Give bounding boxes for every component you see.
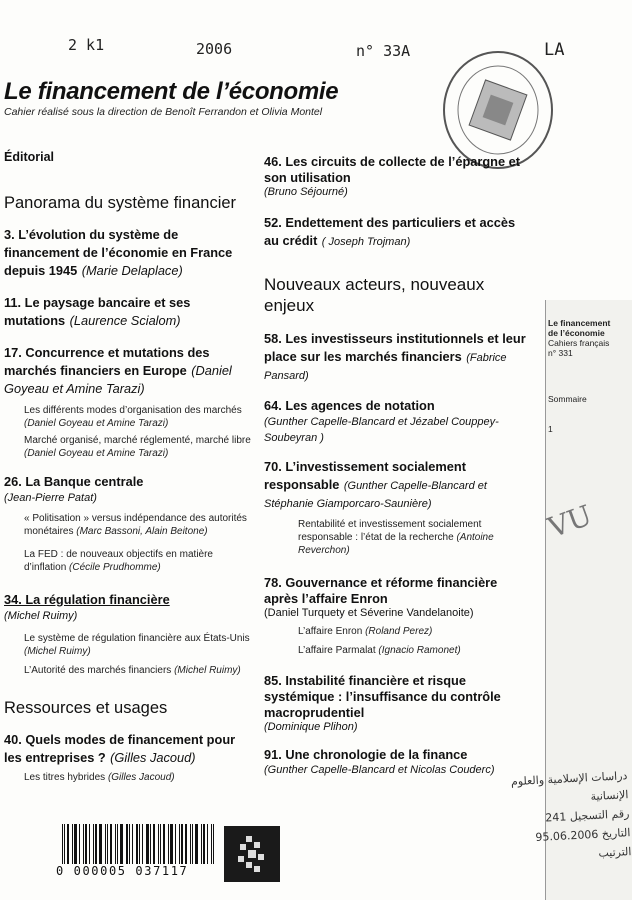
article-34-sub-1: Le système de régulation financière aux États-Unis (Michel Ruimy) [24, 632, 250, 657]
article-52: 52. Endettement des particuliers et accès au crédit ( Joseph Trojman) [264, 215, 516, 248]
article-58: 58. Les investisseurs institutionnels et leur place sur les marchés financiers (Fabrice Pansard) [264, 331, 526, 382]
handwritten-year: 2006 [196, 40, 233, 58]
article-26-sub-2: La FED : de nouveaux objectifs en matière d’inflation (Cécile Prudhomme) [24, 548, 213, 573]
page-subtitle: Cahier réalisé sous la direction de Benoît Ferrandon et Olivia Montel [4, 106, 323, 118]
barcode-digits: 0 000005 037117 [56, 864, 189, 878]
sidebar-page: 1 [548, 424, 553, 434]
article-26: 26. La Banque centrale (Jean-Pierre Patat) [4, 473, 144, 504]
sidebar-series: Cahiers français [548, 338, 610, 348]
sidebar-issue: n° 331 [548, 348, 573, 358]
article-70: 70. L’investissement socialement responsable (Gunther Capelle-Blancard et Stéphanie Giamporcaro-Saunière) [264, 459, 487, 510]
editorial-heading: Éditorial [4, 150, 55, 164]
article-17-sub-2: Marché organisé, marché réglementé, marché libre (Daniel Goyeau et Amine Tarazi) [24, 434, 251, 459]
article-78-sub-2: L’affaire Parmalat (Ignacio Ramonet) [298, 645, 461, 656]
publisher-logo-icon [224, 826, 280, 882]
section-ressources: Ressources et usages [4, 698, 168, 717]
article-91: 91. Une chronologie de la finance (Gunther Capelle-Blancard et Nicolas Couderc) [264, 747, 495, 776]
article-40: 40. Quels modes de financement pour les entreprises ? (Gilles Jacoud) [4, 731, 236, 765]
article-46: 46. Les circuits de collecte de l’épargne et son utilisation (Bruno Séjourné) [264, 154, 521, 198]
article-17: 17. Concurrence et mutations des marchés financiers en Europe (Daniel Goyeau et Amine Tarazi) [4, 344, 232, 396]
article-70-sub-1: Rentabilité et investissement socialement responsable : l’état de la recherche (Antoine Reverchon) [298, 519, 494, 556]
article-17-sub-1: Les différents modes d’organisation des marchés (Daniel Goyeau et Amine Tarazi) [24, 404, 242, 429]
barcode-bars-icon [62, 824, 216, 864]
article-85: 85. Instabilité financière et risque systémique : l’insuffisance du contrôle macroprudentiel (Dominique Plihon) [264, 673, 501, 733]
article-34-sub-2: L’Autorité des marchés financiers (Michel Ruimy) [24, 664, 241, 676]
section-panorama: Panorama du système financier [4, 194, 237, 212]
sidebar-title-1: Le financement [548, 318, 611, 328]
article-3: 3. L’évolution du système de financement de l’économie en France depuis 1945 (Marie Delaplace) [4, 226, 233, 278]
handwritten-number: n° 33A [356, 42, 411, 60]
article-11: 11. Le paysage bancaire et ses mutations (Laurence Scialom) [4, 294, 191, 328]
article-34: 34. La régulation financière (Michel Ruimy) [4, 591, 170, 622]
article-78: 78. Gouvernance et réforme financière après l’affaire Enron (Daniel Turquety et Séverine Vandelanoite) [264, 575, 498, 619]
article-40-sub-1: Les titres hybrides (Gilles Jacoud) [24, 771, 175, 783]
sidebar-title-2: de l’économie [548, 328, 605, 338]
handwritten-code: 2 k1 [68, 36, 105, 54]
article-78-sub-1: L’affaire Enron (Roland Perez) [298, 626, 433, 637]
page-title: Le financement de l’économie [4, 78, 339, 105]
sidebar-sommaire: Sommaire [548, 394, 587, 404]
vu-stamp: VU [543, 498, 597, 545]
article-64: 64. Les agences de notation (Gunther Capelle-Blancard et Jézabel Couppey-Soubeyran ) [264, 398, 499, 444]
section-nouveaux: Nouveaux acteurs, nouveaux enjeux [264, 275, 485, 315]
handwritten-initials: LA [544, 40, 565, 60]
article-26-sub-1: « Politisation » versus indépendance des autorités monétaires (Marc Bassoni, Alain Beitone) [24, 512, 247, 537]
arabic-registration-stamp: دراسات الإسلامية والعلوم الإنسانية رقم التسجيل 241 التاريخ 95.06.2006 الترتيب [510, 769, 632, 860]
